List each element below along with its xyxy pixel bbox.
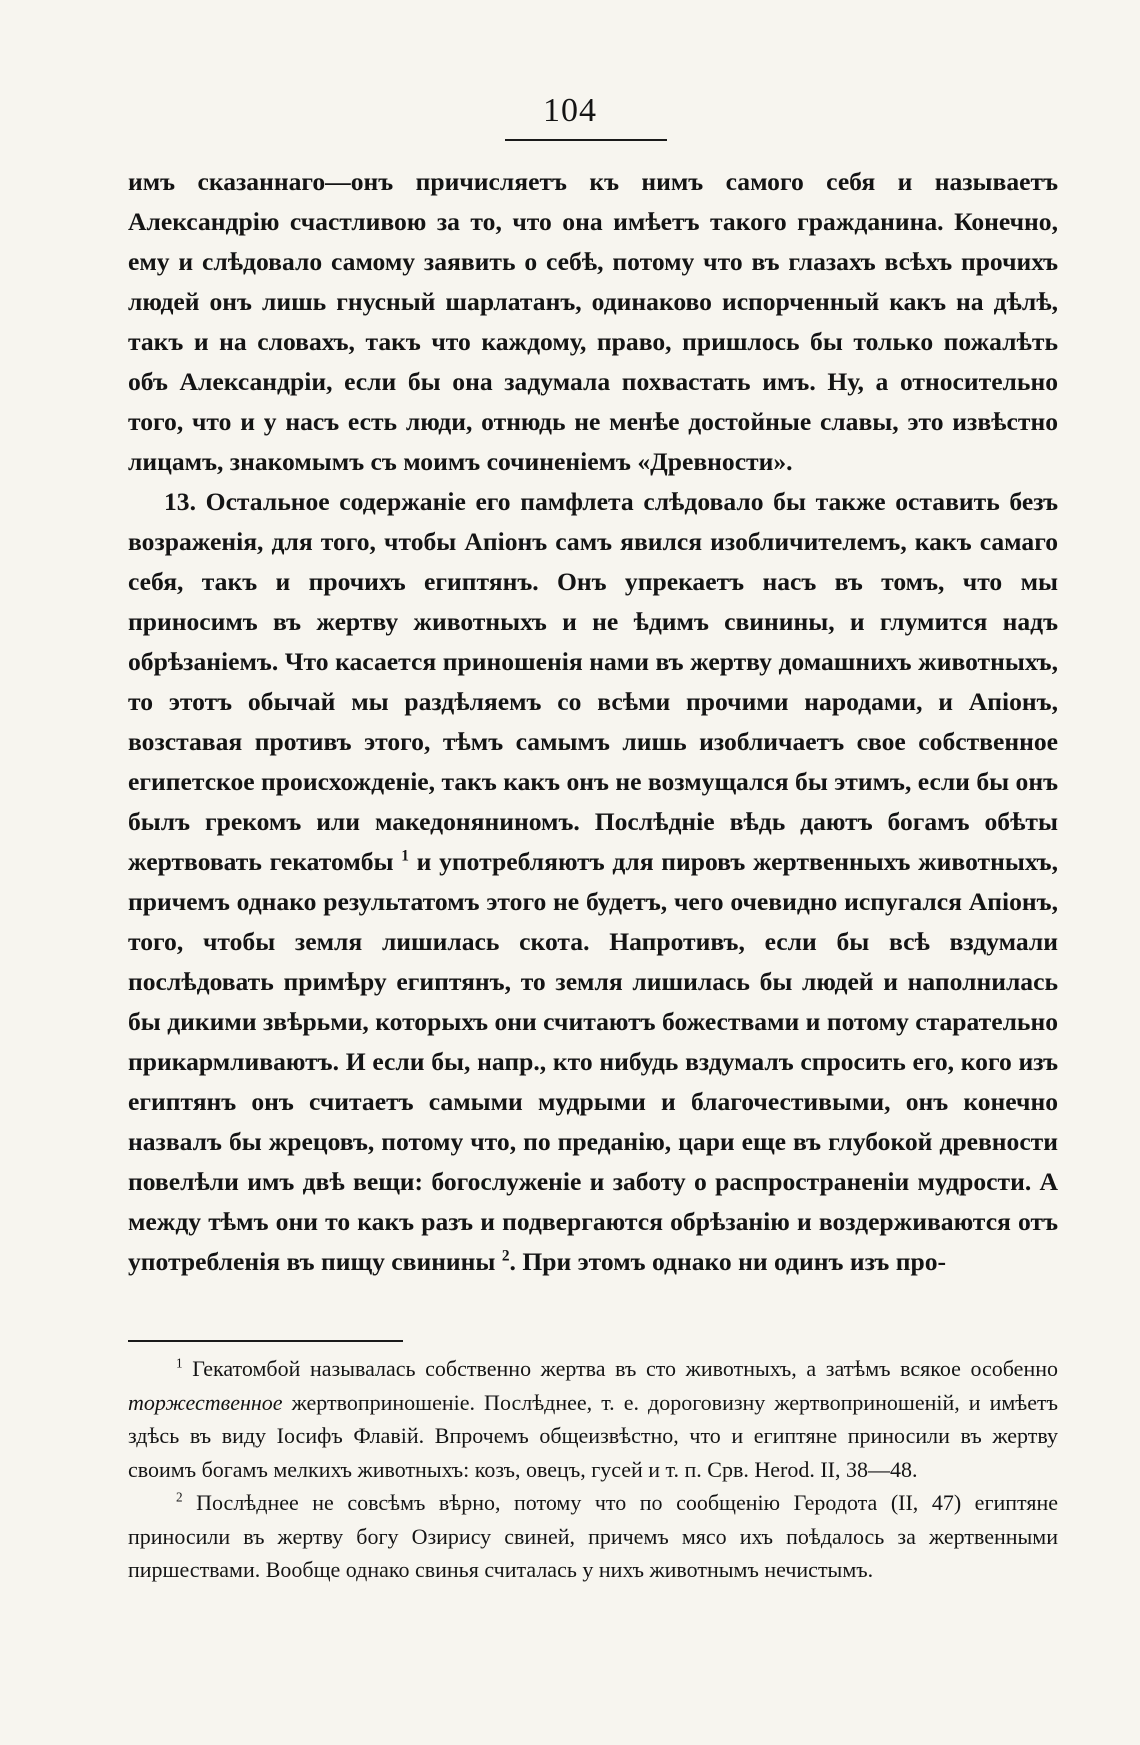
footnote-2-marker: 2: [176, 1489, 183, 1505]
footnotes: [128, 1352, 1058, 1587]
section-13-paragraph: [128, 482, 1058, 1282]
continuation-paragraph: имъ сказаннаго—онъ причисляетъ къ нимъ самого себя и называетъ Александрію счастливою за то, что она имѣетъ такого гражданина. Конечно, ему и слѣдовало самому заявить о себѣ, потому что въ глазахъ всѣхъ прочихъ людей онъ лишь гнусный шарлатанъ, одинаково испорченный какъ на дѣлѣ, такъ и на словахъ, такъ что каждому, право, пришлось бы только пожалѣть объ Александріи, если бы она задумала похвастать имъ. Ну, а относительно того, что и у насъ есть люди, отнюдь не менѣе достойные славы, это извѣстно лицамъ, знакомымъ съ моимъ сочиненіемъ «Древности».: [128, 167, 1058, 476]
footnote-rule: [128, 1340, 403, 1342]
footnote-ref-2: 2: [501, 1247, 510, 1265]
footnote-ref-1: 1: [401, 847, 409, 865]
section-text-part1: Остальное содержаніе его памфлета слѣдовало бы также оставить безъ возраженія, для того, чтобы Апіонъ самъ явился изобличителемъ, какъ самаго себя, такъ и прочихъ египтянъ. Онъ упрекаетъ насъ въ томъ, что мы приносимъ въ жертву животныхъ и не ѣдимъ свинины, и глумится надъ обрѣзаніемъ. Что касается приношенія нами въ жертву домашнихъ животныхъ, то этотъ обычай мы раздѣляемъ со всѣми прочими народами, и Апіонъ, возставая противъ этого, тѣмъ самымъ лишь изобличаетъ свое собственное египетское происхожденіе, такъ какъ онъ не возмущался бы этимъ, если бы онъ былъ грекомъ или македоняниномъ. Послѣдніе вѣдь даютъ богамъ обѣты жертвовать гекатомбы: [128, 487, 1058, 876]
main-text: [128, 162, 1058, 1282]
section-text-part3: . При этомъ однако ни одинъ изъ про-: [509, 1247, 947, 1276]
footnote-2: [128, 1486, 1058, 1587]
footnote-1: [128, 1352, 1058, 1486]
section-text-part2: и употребляютъ для пировъ жертвенныхъ животныхъ, причемъ однако результатомъ этого не будетъ, чего очевидно испугался Апіонъ, того, чтобы земля лишилась скота. Напротивъ, если бы всѣ вздумали послѣдовать примѣру египтянъ, то земля лишилась бы людей и наполнилась бы дикими звѣрьми, которыхъ они считаютъ божествами и потому старательно прикармливаютъ. И если бы, напр., кто нибудь вздумалъ спросить его, кого изъ египтянъ онъ считаетъ самыми мудрыми и благочестивыми, онъ конечно назвалъ бы жрецовъ, потому что, по преданію, цари еще въ глубокой древности повелѣли имъ двѣ вещи: богослуженіе и заботу о распространеніи мудрости. А между тѣмъ они то какъ разъ и подвергаются обрѣзанію и воздерживаются отъ употребленія въ пищу свинины: [128, 847, 1058, 1276]
section-number: 13.: [164, 487, 196, 516]
footnote-1-text-before: Гекатомбой называлась собственно жертва въ сто животныхъ, а затѣмъ всякое особенно: [192, 1356, 1058, 1381]
footnote-1-text-after: жертвоприношеніе. Послѣднее, т. е. дороговизну жертвоприношеній, и имѣетъ здѣсь въ виду Іосифъ Флавій. Впрочемъ общеизвѣстно, что и египтяне приносили въ жертву своимъ богамъ мелкихъ животныхъ: козъ, овецъ, гусей и т. п. Срв. Herod. II, 38—48.: [128, 1389, 1059, 1482]
page-number: 104: [543, 92, 597, 129]
footnote-2-text: Послѣднее не совсѣмъ вѣрно, потому что по сообщенію Геродота (II, 47) египтяне приносили въ жертву богу Озирису свиней, причемъ мясо ихъ поѣдалось за жертвенными пиршествами. Вообще однако свинья считалась у нихъ животнымъ нечистымъ.: [128, 1490, 1058, 1582]
footnote-1-emphasis: торжественное: [128, 1389, 283, 1415]
header-rule: [505, 139, 667, 141]
footnote-1-marker: 1: [176, 1355, 183, 1371]
